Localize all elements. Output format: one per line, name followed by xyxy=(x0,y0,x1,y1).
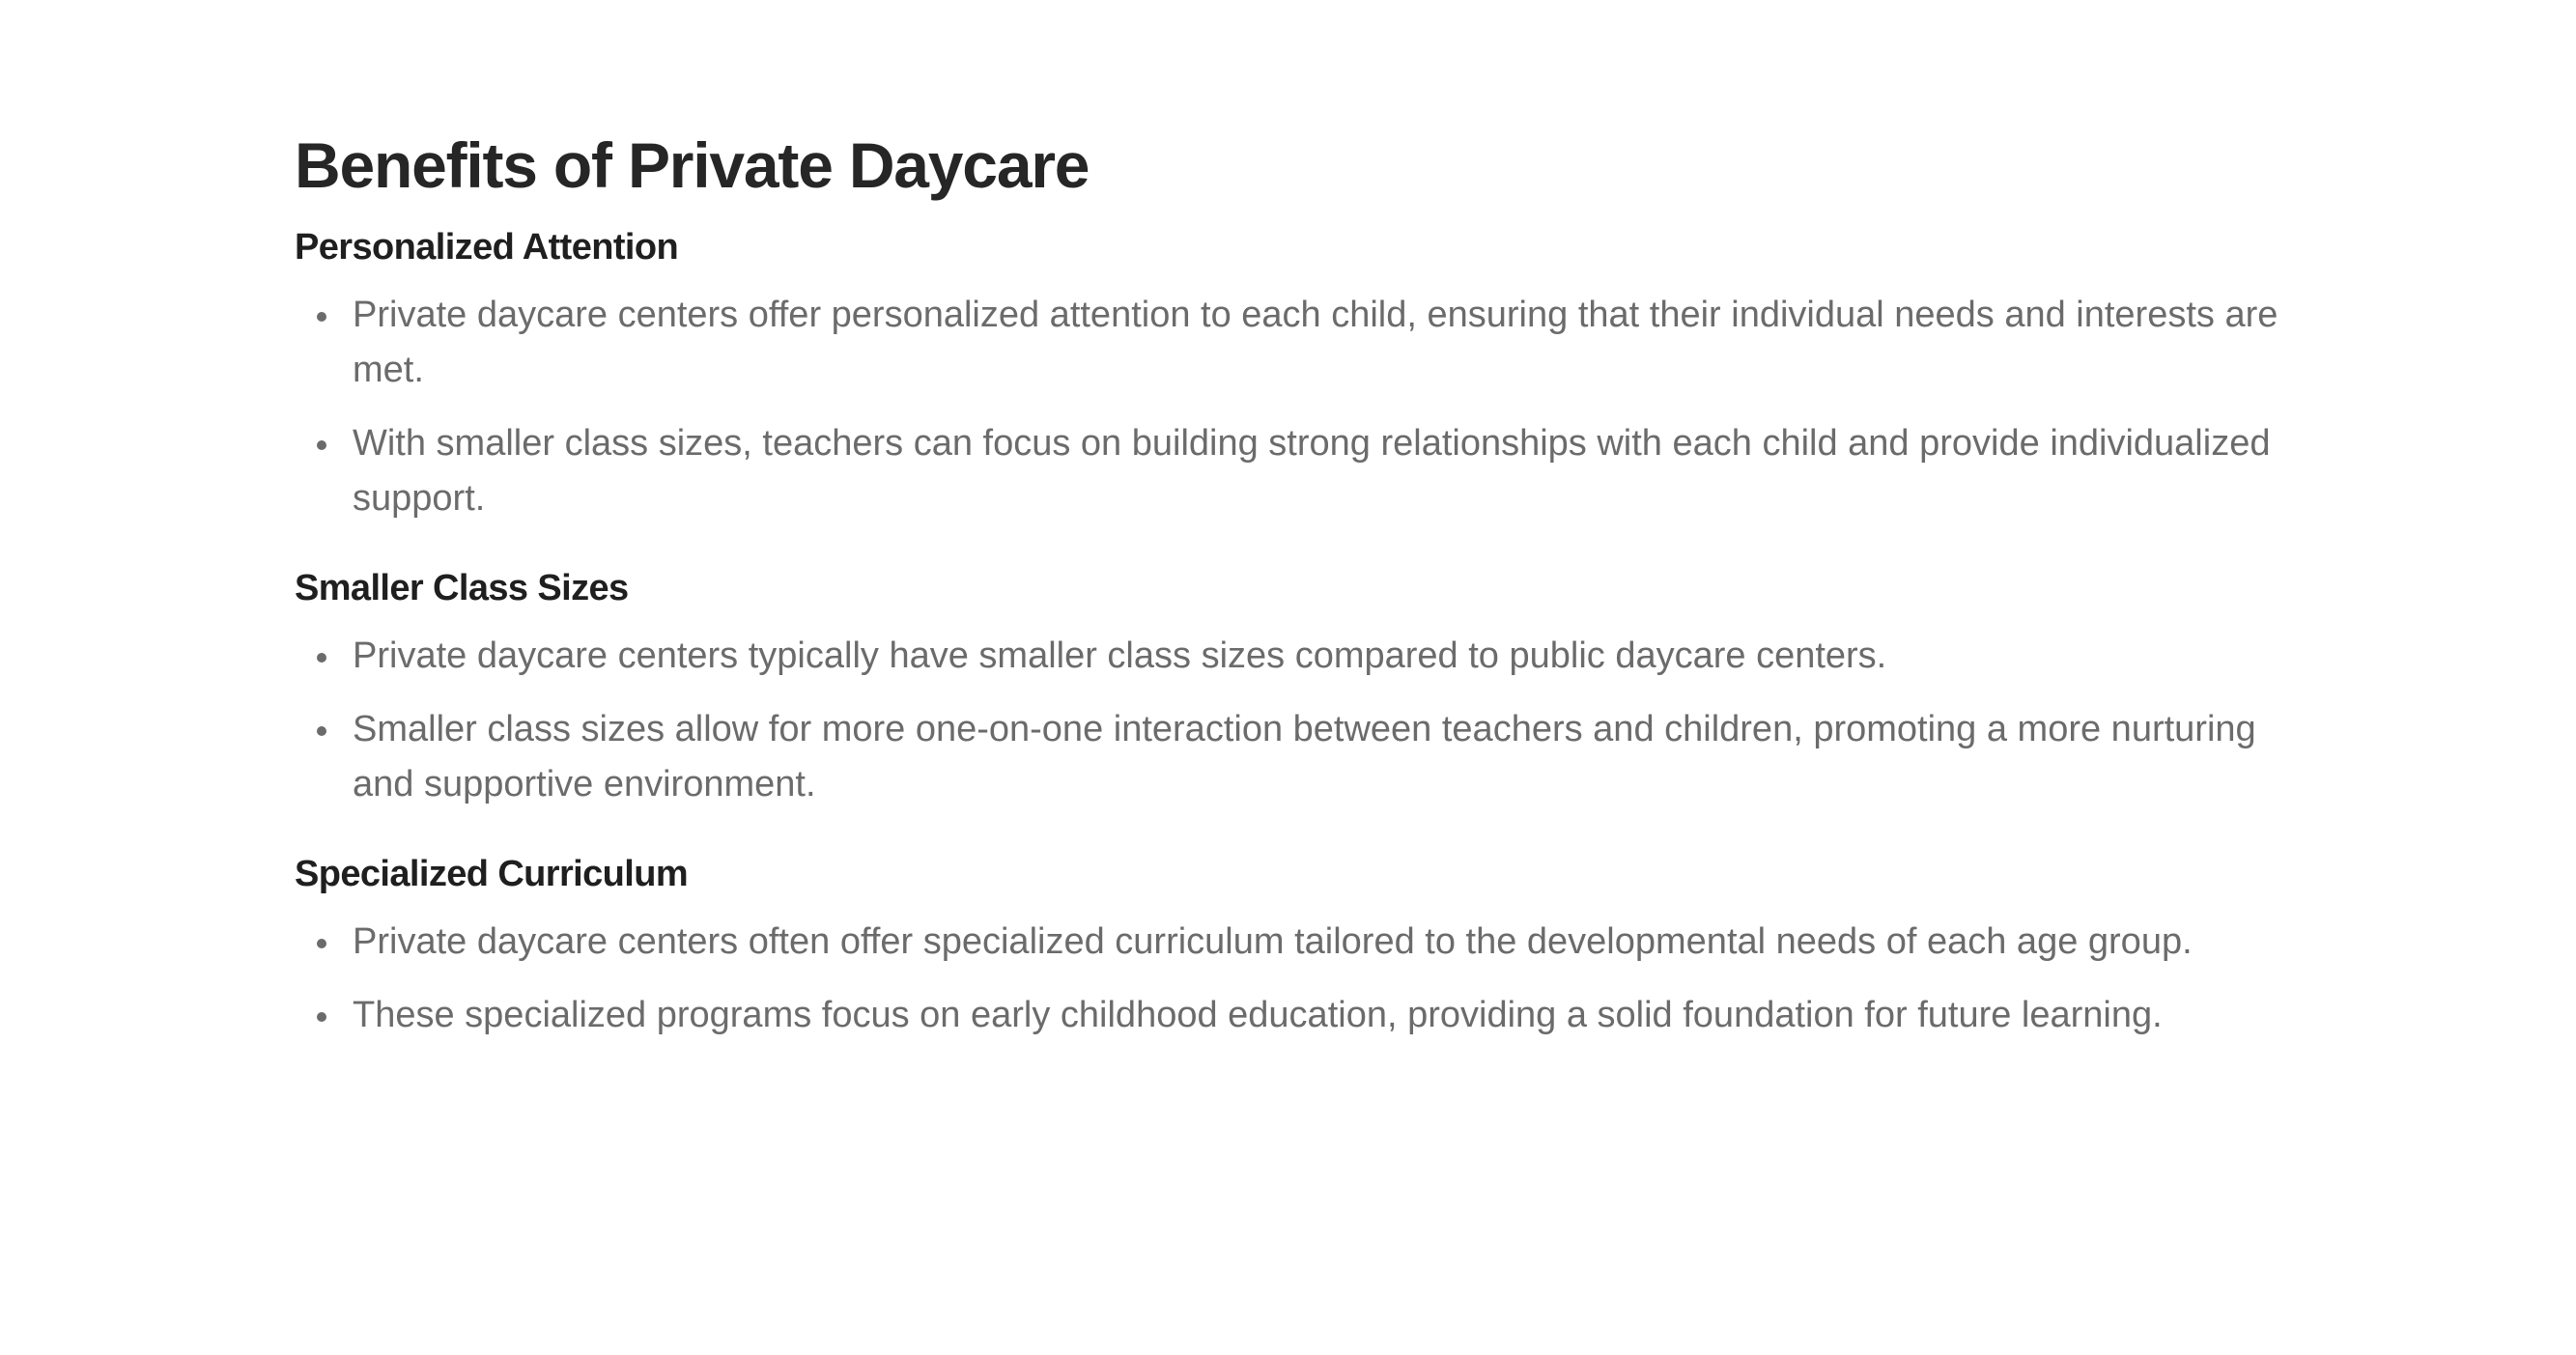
section-heading: Specialized Curriculum xyxy=(295,854,689,894)
page-title: Benefits of Private Daycare xyxy=(295,129,1090,201)
list-item xyxy=(295,288,2304,398)
section-personalized-attention xyxy=(295,222,2304,526)
bullet-icon xyxy=(317,726,326,736)
list-item-text: With smaller class sizes, teachers can focus on building strong relationships with each child and provide individualized support. xyxy=(353,423,2271,519)
list-item xyxy=(295,629,2304,684)
bullet-icon xyxy=(317,653,326,663)
section-smaller-class-sizes xyxy=(295,563,2304,812)
bullet-icon xyxy=(317,440,326,450)
list-item-text: Smaller class sizes allow for more one-on-one interaction between teachers and children, promoting a more nurturing and supportive environment. xyxy=(353,709,2256,805)
list-item-text: Private daycare centers typically have smaller class sizes compared to public daycare centers. xyxy=(353,635,1887,676)
bullet-icon xyxy=(317,939,326,948)
list-item xyxy=(295,702,2304,812)
section-heading: Personalized Attention xyxy=(295,227,679,268)
list-item-text: These specialized programs focus on early childhood education, providing a solid foundation for future learning. xyxy=(353,995,2163,1035)
document-page xyxy=(295,124,2304,1043)
bullet-list xyxy=(295,288,2304,526)
list-item-text: Private daycare centers offer personalized attention to each child, ensuring that their individual needs and interests are met. xyxy=(353,295,2279,390)
bullet-icon xyxy=(317,1012,326,1022)
section-specialized-curriculum xyxy=(295,849,2304,1043)
section-heading: Smaller Class Sizes xyxy=(295,568,629,608)
list-item-text: Private daycare centers often offer specialized curriculum tailored to the developmental needs of each age group. xyxy=(353,921,2193,962)
list-item xyxy=(295,988,2304,1043)
list-item xyxy=(295,915,2304,970)
bullet-list xyxy=(295,629,2304,812)
bullet-icon xyxy=(317,312,326,322)
bullet-list xyxy=(295,915,2304,1043)
list-item xyxy=(295,416,2304,526)
